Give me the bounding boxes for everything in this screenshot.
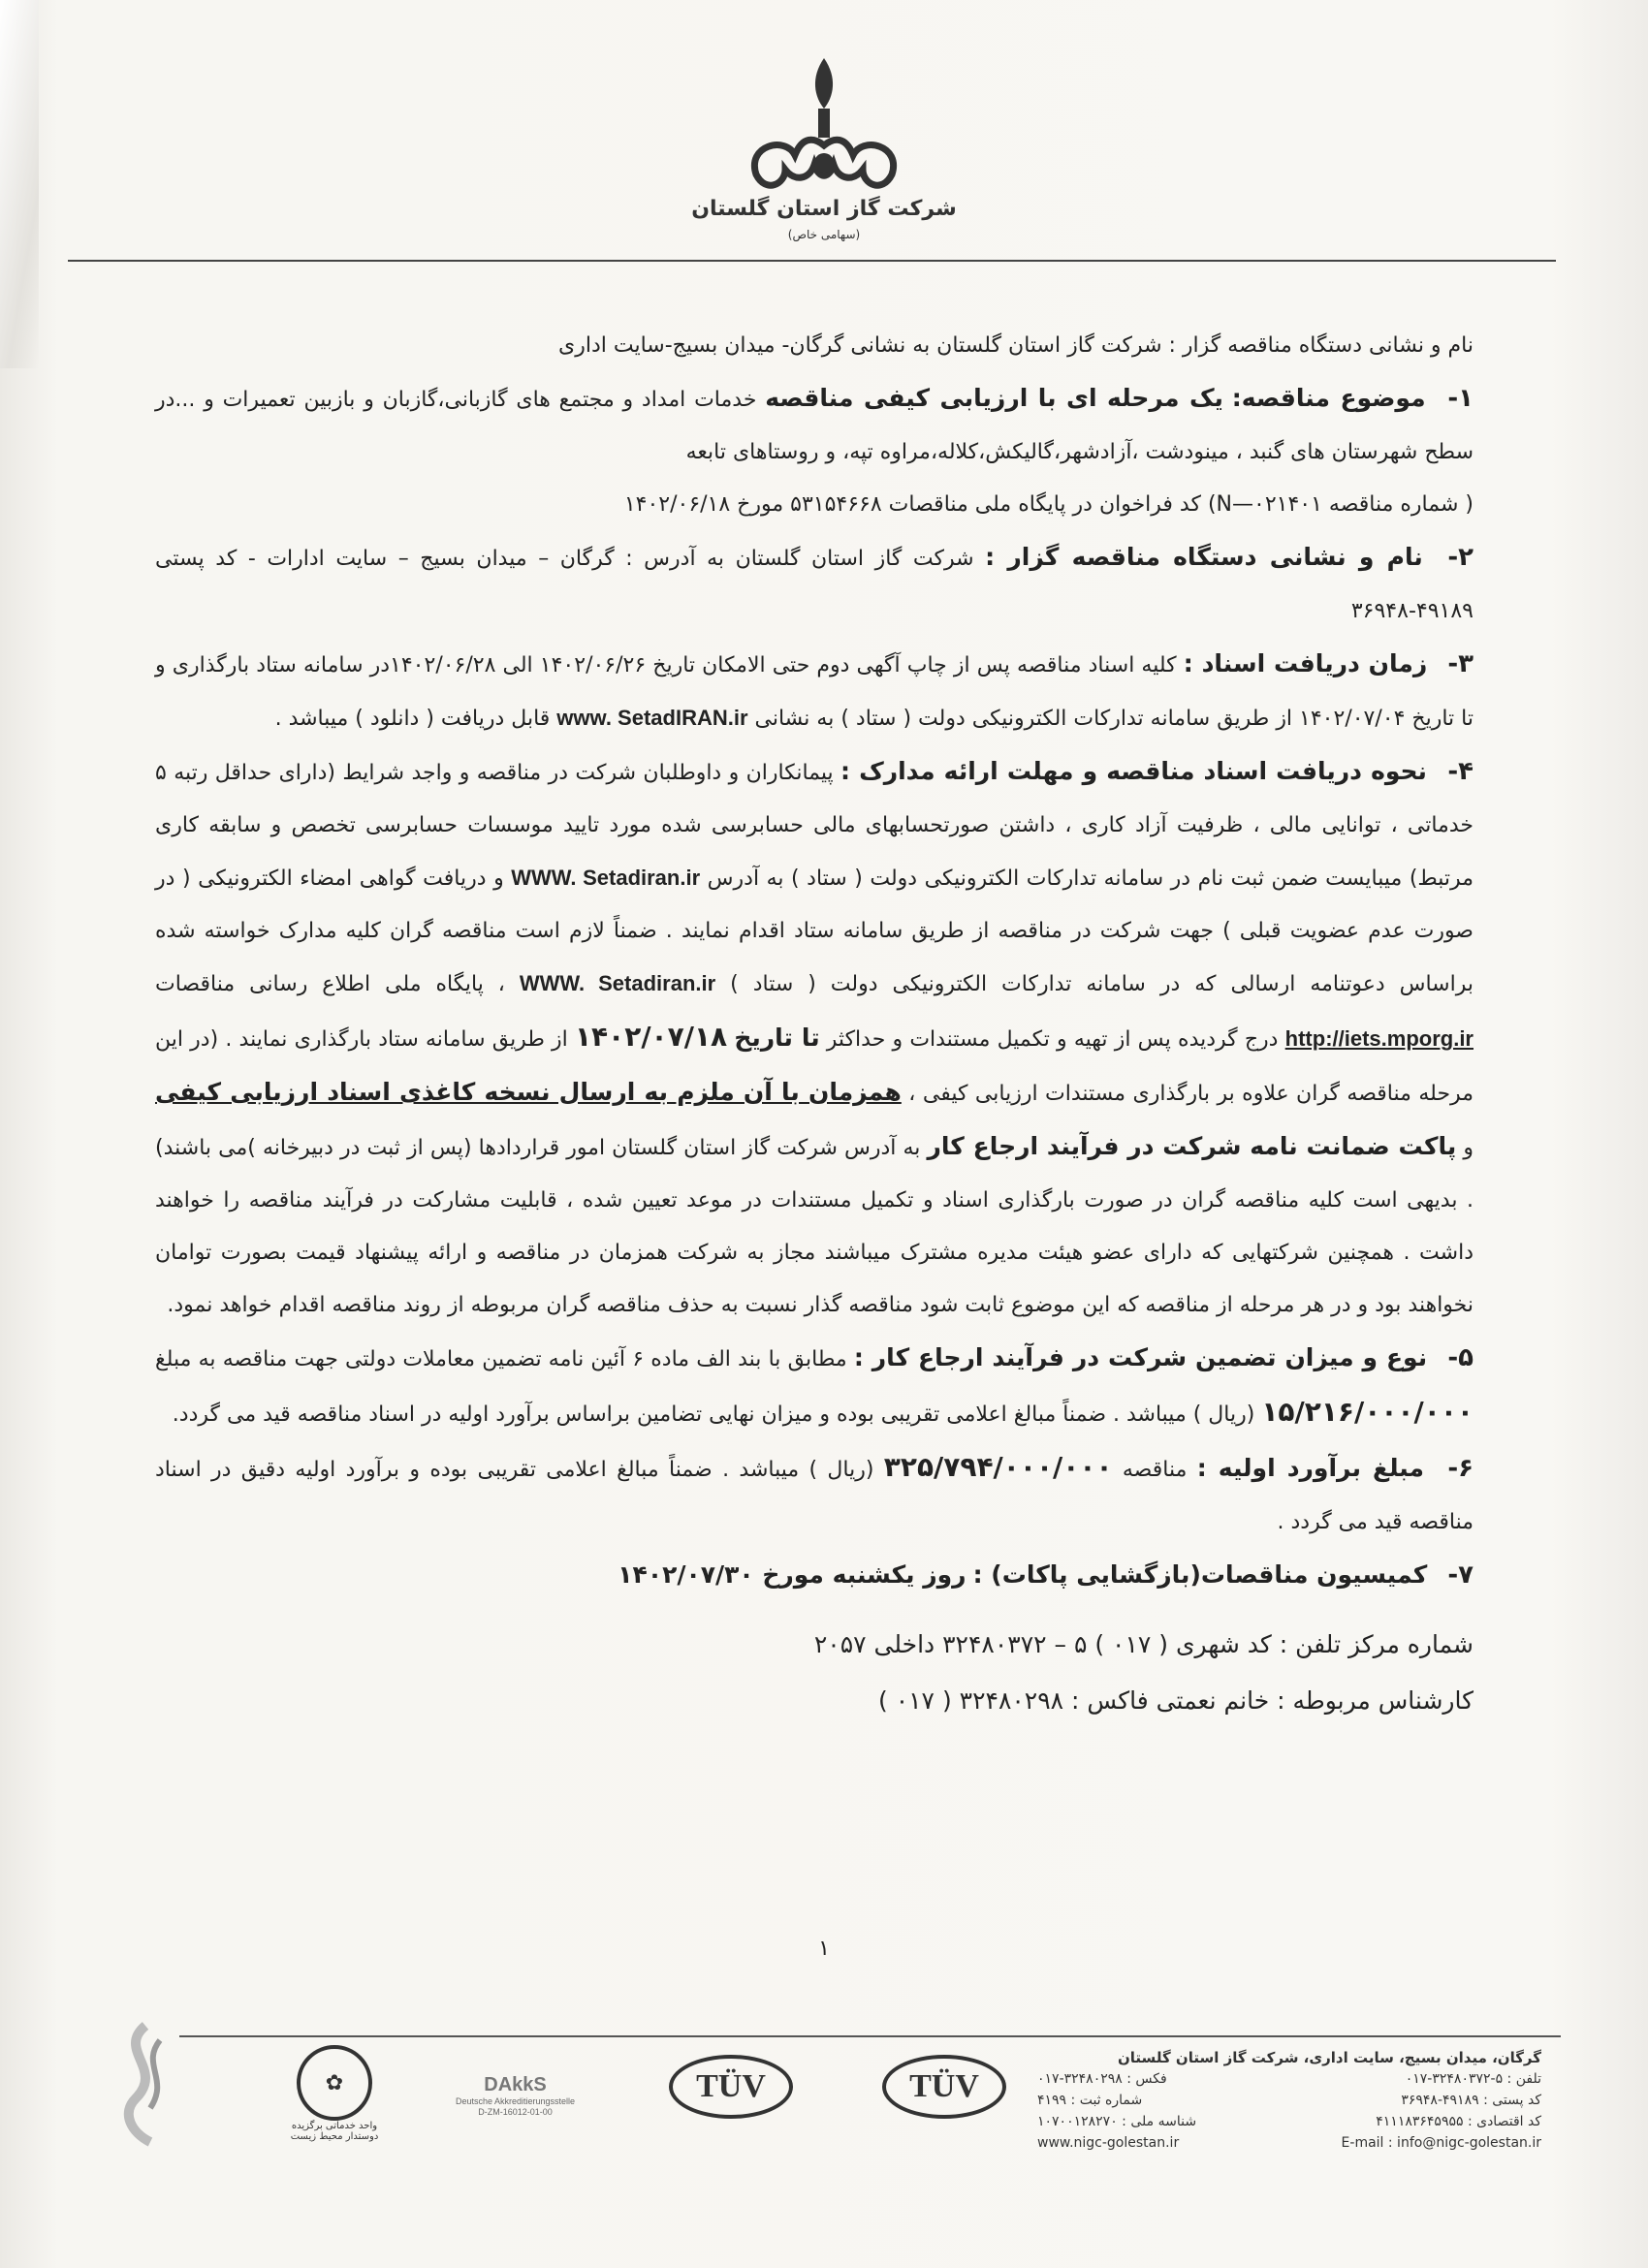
deadline-date: ۱۴۰۲/۰۷/۱۸ xyxy=(574,1021,728,1053)
item-5: ۵- نوع و میزان تضمین شرکت در فرآیند ارجاع کار : مطابق با بند الف ماده ۶ آئین نامه تضمین معاملات دولتی جهت مناقصه به مبلغ ۱۵/۲۱۶/۰۰۰/۰۰۰ (ریال ) میباشد . ضمناً مبالغ اعلامی تقریبی بوده و میزان نهایی تضامین براساس برآورد اولیه در اسناد مناقصه قید می گردد. xyxy=(155,1343,1474,1428)
swirl-logo-icon xyxy=(107,2021,174,2147)
item-1-tender-number: ( شماره مناقصه N—۰۲۱۴۰۱) کد فراخوان در پایگاه ملی مناقصات ۵۳۱۵۴۶۶۸ مورخ ۱۴۰۲/۰۶/۱۸ xyxy=(623,492,1474,517)
footer-address: گرگان، میدان بسیج، سایت اداری، شرکت گاز استان گلستان xyxy=(1118,2049,1541,2066)
tuv-cert-2 xyxy=(882,2055,1006,2119)
tuv-logo-icon: TÜV xyxy=(882,2055,1006,2119)
footer-contact xyxy=(1037,2047,1541,2154)
page-number: ۱ xyxy=(818,1937,830,1961)
footer-row xyxy=(1037,2132,1541,2154)
footer-row: تلفن : ۵-۳۲۴۸۰۳۷۲-۰۱۷ فکس : ۳۲۴۸۰۲۹۸-۰۱۷ xyxy=(1037,2071,1541,2087)
emblem-caption: واحد خدماتی برگزیده دوستدار محیط زیست xyxy=(290,2121,379,2142)
guarantee-amount: ۱۵/۲۱۶/۰۰۰/۰۰۰ xyxy=(1261,1396,1474,1428)
footer-email[interactable]: E-mail : info@nigc-golestan.ir xyxy=(1341,2135,1541,2151)
paper-fold-shadow xyxy=(0,0,39,368)
emphasis-paper-copy: همزمان با آن ملزم به ارسال نسخه کاغذی اسناد ارزیابی کیفی xyxy=(155,1078,902,1106)
item-3: ۳- زمان دریافت اسناد : کلیه اسناد مناقصه پس از چاپ آگهی دوم حتی الامکان تاریخ ۱۴۰۲/۰۶/۲۶ الی ۱۴۰۲/۰۶/۲۸در سامانه ستاد بارگذاری و تا تاریخ ۱۴۰۲/۰۷/۰۴ از طریق سامانه تدارکات الکترونیکی دولت ( ستاد ) به نشانی www. SetadIRAN.ir قابل دریافت ( دانلود ) میباشد . xyxy=(155,649,1474,731)
item-1: ۱- موضوع مناقصه: یک مرحله ای با ارزیابی کیفی مناقصه خدمات امداد و مجتمع های گازبانی،گازبان و بازبین تعمیرات و ...در سطح شهرستان های گنبد ، مینودشت ،آزادشهر،گالیکش،کلاله،مراوه تپه، و روستاهای تابعه xyxy=(155,384,1474,464)
setad-link[interactable]: WWW. Setadiran.ir xyxy=(511,866,701,890)
setad-link[interactable]: WWW. Setadiran.ir xyxy=(519,971,716,995)
iets-link[interactable]: http://iets.mporg.ir xyxy=(1284,1026,1474,1051)
footer-divider xyxy=(179,2035,1561,2037)
setad-link[interactable]: www. SetadIRAN.ir xyxy=(556,706,748,730)
expert-line: کارشناس مربوطه : خانم نعمتی فاکس : ۳۲۴۸۰۲۹۸ ( ۰۱۷ ) xyxy=(878,1686,1474,1715)
company-logo xyxy=(691,48,957,262)
emphasis-guarantee: پاکت ضمانت نامه شرکت در فرآیند ارجاع کار xyxy=(927,1132,1457,1160)
phone-line: شماره مرکز تلفن : کد شهری ( ۰۱۷ ) ۵ – ۳۲۴۸۰۳۷۲ داخلی ۲۰۵۷ xyxy=(813,1630,1474,1658)
footer-website[interactable]: www.nigc-golestan.ir xyxy=(1037,2135,1180,2151)
footer-row: کد پستی : ۴۹۱۸۹-۳۶۹۴۸ شماره ثبت : ۴۱۹۹ xyxy=(1037,2093,1541,2108)
intro-line: نام و نشانی دستگاه مناقصه گزار : شرکت گاز استان گلستان به نشانی گرگان- میدان بسیج-سایت اداری xyxy=(558,333,1474,358)
tuv-cert-1 xyxy=(669,2055,793,2119)
item-7: ۷- کمیسیون مناقصات(بازگشایی پاکات) : روز یکشنبه مورخ ۱۴۰۲/۰۷/۳۰ xyxy=(618,1560,1474,1590)
dakks-cert: DAkkS Deutsche Akkreditierungsstelle D-ZM-16012-01-00 xyxy=(456,2074,576,2117)
tuv-logo-icon: TÜV xyxy=(669,2055,793,2119)
logo-subtext: (سهامی خاص) xyxy=(787,228,861,241)
header-divider xyxy=(68,260,1556,262)
footer-row: کد اقتصادی : ۴۱۱۱۸۳۶۴۵۹۵۵ شناسه ملی : ۱۰۷۰۰۱۲۸۲۷۰ xyxy=(1037,2114,1541,2129)
item-6: ۶- مبلغ برآورد اولیه : مناقصه ۳۲۵/۷۹۴/۰۰۰/۰۰۰ (ریال ) میباشد . ضمناً مبالغ اعلامی تقریبی بوده و برآورد اولیه دقیق در اسناد مناقصه قید می گردد . xyxy=(155,1451,1474,1534)
contact-block xyxy=(155,1617,1474,1729)
tender-notice-body xyxy=(155,320,1474,1729)
item-2: ۲- نام و نشانی دستگاه مناقصه گزار : شرکت گاز استان گلستان به آدرس : گرگان – میدان بسیج – سایت ادارات - کد پستی ۴۹۱۸۹-۳۶۹۴۸ xyxy=(155,543,1474,623)
emblem-icon: ✿ xyxy=(297,2045,372,2121)
logo-text: شرکت گاز استان گلستان xyxy=(691,197,957,221)
environment-emblem xyxy=(276,2045,393,2142)
flame-logo-icon xyxy=(691,48,957,262)
estimate-amount: ۳۲۵/۷۹۴/۰۰۰/۰۰۰ xyxy=(883,1451,1113,1483)
item-4: ۴- نحوه دریافت اسناد مناقصه و مهلت ارائه مدارک : پیمانکاران و داوطلبان شرکت در مناقصه و واجد شرایط (دارای حداقل رتبه ۵ خدماتی ، توانایی مالی ، ظرفیت آزاد کاری ، داشتن صورتحسابهای مالی حسابرسی شده مورد تایید موسسات حسابرسی تخصص و سابقه کاری مرتبط) میبایست ضمن ثبت نام در سامانه تدارکات الکترونیکی دولت ( ستاد ) به آدرس WWW. Setadiran.ir و دریافت گواهی امضاء الکترونیکی ( در صورت عدم عضویت قبلی ) جهت شرکت در مناقصه از طریق سامانه ستاد اقدام نمایند . ضمناً لازم است مناقصه گران کلیه مدارک خواسته شده براساس دعوتنامه ارسالی که در سامانه تدارکات الکترونیکی دولت ( ستاد ) WWW. Setadiran.ir ، پایگاه ملی اطلاع رسانی مناقصات http://iets.mporg.ir درج گردیده پس از تهیه و تکمیل مستندات و حداکثر تا تاریخ ۱۴۰۲/۰۷/۱۸ از طریق سامانه ستاد بارگذاری نمایند . (در این مرحله مناقصه گران علاوه بر بارگذاری مستندات ارزیابی کیفی ، همزمان با آن ملزم به ارسال نسخه کاغذی اسناد ارزیابی کیفی و پاکت ضمانت نامه شرکت در فرآیند ارجاع کار به آدرس شرکت گاز استان گلستان امور قراردادها (پس از ثبت در دبیرخانه )می باشند) . بدیهی است کلیه مناقصه گران در صورت بارگذاری اسناد و تکمیل مستندات در موعد تعیین شده ، قابلیت مشارکت در فرآیند مناقصه را خواهند داشت . همچنین شرکتهایی که دارای عضو هیئت مدیره مشترک میباشند مجاز به شرکت همزمان در مناقصه و ارائه پیشنهاد قیمت بصورت توامان نخواهند بود و در هر مرحله از مناقصه که این موضوع ثابت شود مناقصه گذار نسبت به حذف مناقصه گران مربوطه از روند مناقصه اقدام خواهد نمود. xyxy=(155,757,1474,1317)
